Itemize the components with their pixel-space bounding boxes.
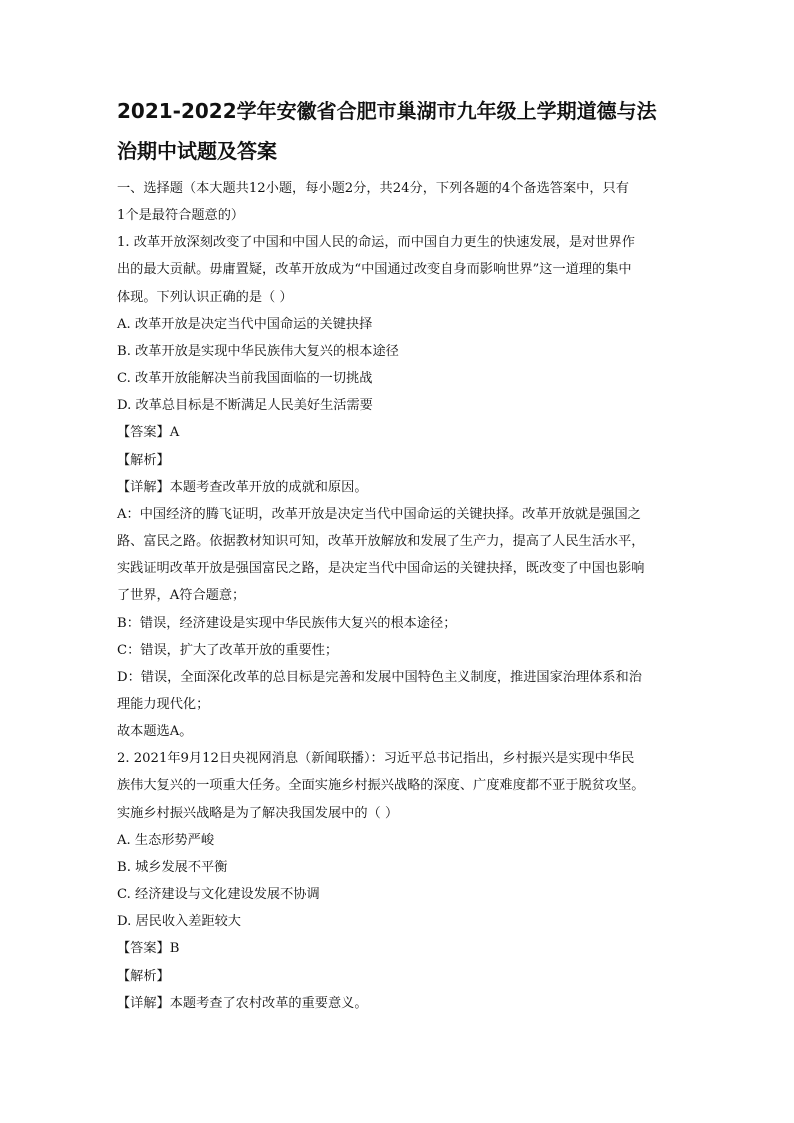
text-line: B. 城乡发展不平衡	[117, 859, 228, 875]
text-line: 实践证明改革开放是强国富民之路，是决定当代中国命运的关键抉择，既改变了中国也影响	[117, 561, 645, 577]
text-line: D. 改革总目标是不断满足人民美好生活需要	[117, 398, 373, 414]
text-line: 族伟大复兴的一项重大任务。全面实施乡村振兴战略的深度、广度难度都不亚于脱贫攻坚。	[117, 778, 645, 794]
text-line: A. 生态形势严峻	[117, 832, 215, 848]
text-line: 【解析】	[117, 968, 170, 984]
text-line: C：错误，扩大了改革开放的重要性；	[117, 642, 339, 658]
text-line: 路、富民之路。依据教材知识可知，改革开放解放和发展了生产力，提高了人民生活水平，	[117, 534, 645, 550]
text-line: D. 居民收入差距较大	[117, 914, 241, 930]
text-line: 【答案】A	[117, 425, 180, 441]
text-line: A. 改革开放是决定当代中国命运的关键抉择	[117, 316, 373, 332]
text-line: B. 改革开放是实现中华民族伟大复兴的根本途径	[117, 343, 399, 359]
text-line: 理能力现代化；	[117, 696, 210, 712]
text-line: 了世界，A符合题意；	[117, 588, 246, 604]
text-line: 1个是最符合题意的）	[117, 208, 245, 224]
text-line: 【答案】B	[117, 941, 180, 957]
text-line: C. 经济建设与文化建设发展不协调	[117, 887, 320, 903]
text-line: 2. 2021年9月12日央视网消息（新闻联播）：习近平总书记指出，乡村振兴是实现中华民	[117, 751, 635, 767]
text-line: 一、选择题（本大题共12小题，每小题2分，共24分，下列各题的4个备选答案中，只有	[117, 181, 629, 196]
document-body	[117, 175, 677, 1017]
text-line: D：错误，全面深化改革的总目标是完善和发展中国特色主义制度，推进国家治理体系和治	[117, 669, 642, 685]
text-line: 【详解】本题考查改革开放的成就和原因。	[117, 479, 368, 495]
document-title-line-2: 治期中试题及答案	[117, 139, 277, 163]
text-line: 体现。下列认识正确的是（ ）	[117, 289, 293, 305]
text-line: 1. 改革开放深刻改变了中国和中国人民的命运，而中国自力更生的快速发展，是对世界作	[117, 235, 635, 251]
text-line: C. 改革开放能解决当前我国面临的一切挑战	[117, 371, 373, 387]
text-line: 实施乡村振兴战略是为了解决我国发展中的（ ）	[117, 805, 399, 821]
document-title-line-1: 2021-2022学年安徽省合肥市巢湖市九年级上学期道德与法	[117, 99, 657, 123]
text-line: B：错误，经济建设是实现中华民族伟大复兴的根本途径；	[117, 615, 457, 631]
text-line: 故本题选A。	[117, 724, 193, 740]
text-line: 【解析】	[117, 452, 170, 468]
text-line: 出的最大贡献。毋庸置疑，改革开放成为“中国通过改变自身而影响世界”这一道理的集中	[117, 262, 632, 278]
text-line: A：中国经济的腾飞证明，改革开放是决定当代中国命运的关键抉择。改革开放就是强国之	[117, 506, 641, 522]
text-line: 【详解】本题考查了农村改革的重要意义。	[117, 995, 368, 1011]
